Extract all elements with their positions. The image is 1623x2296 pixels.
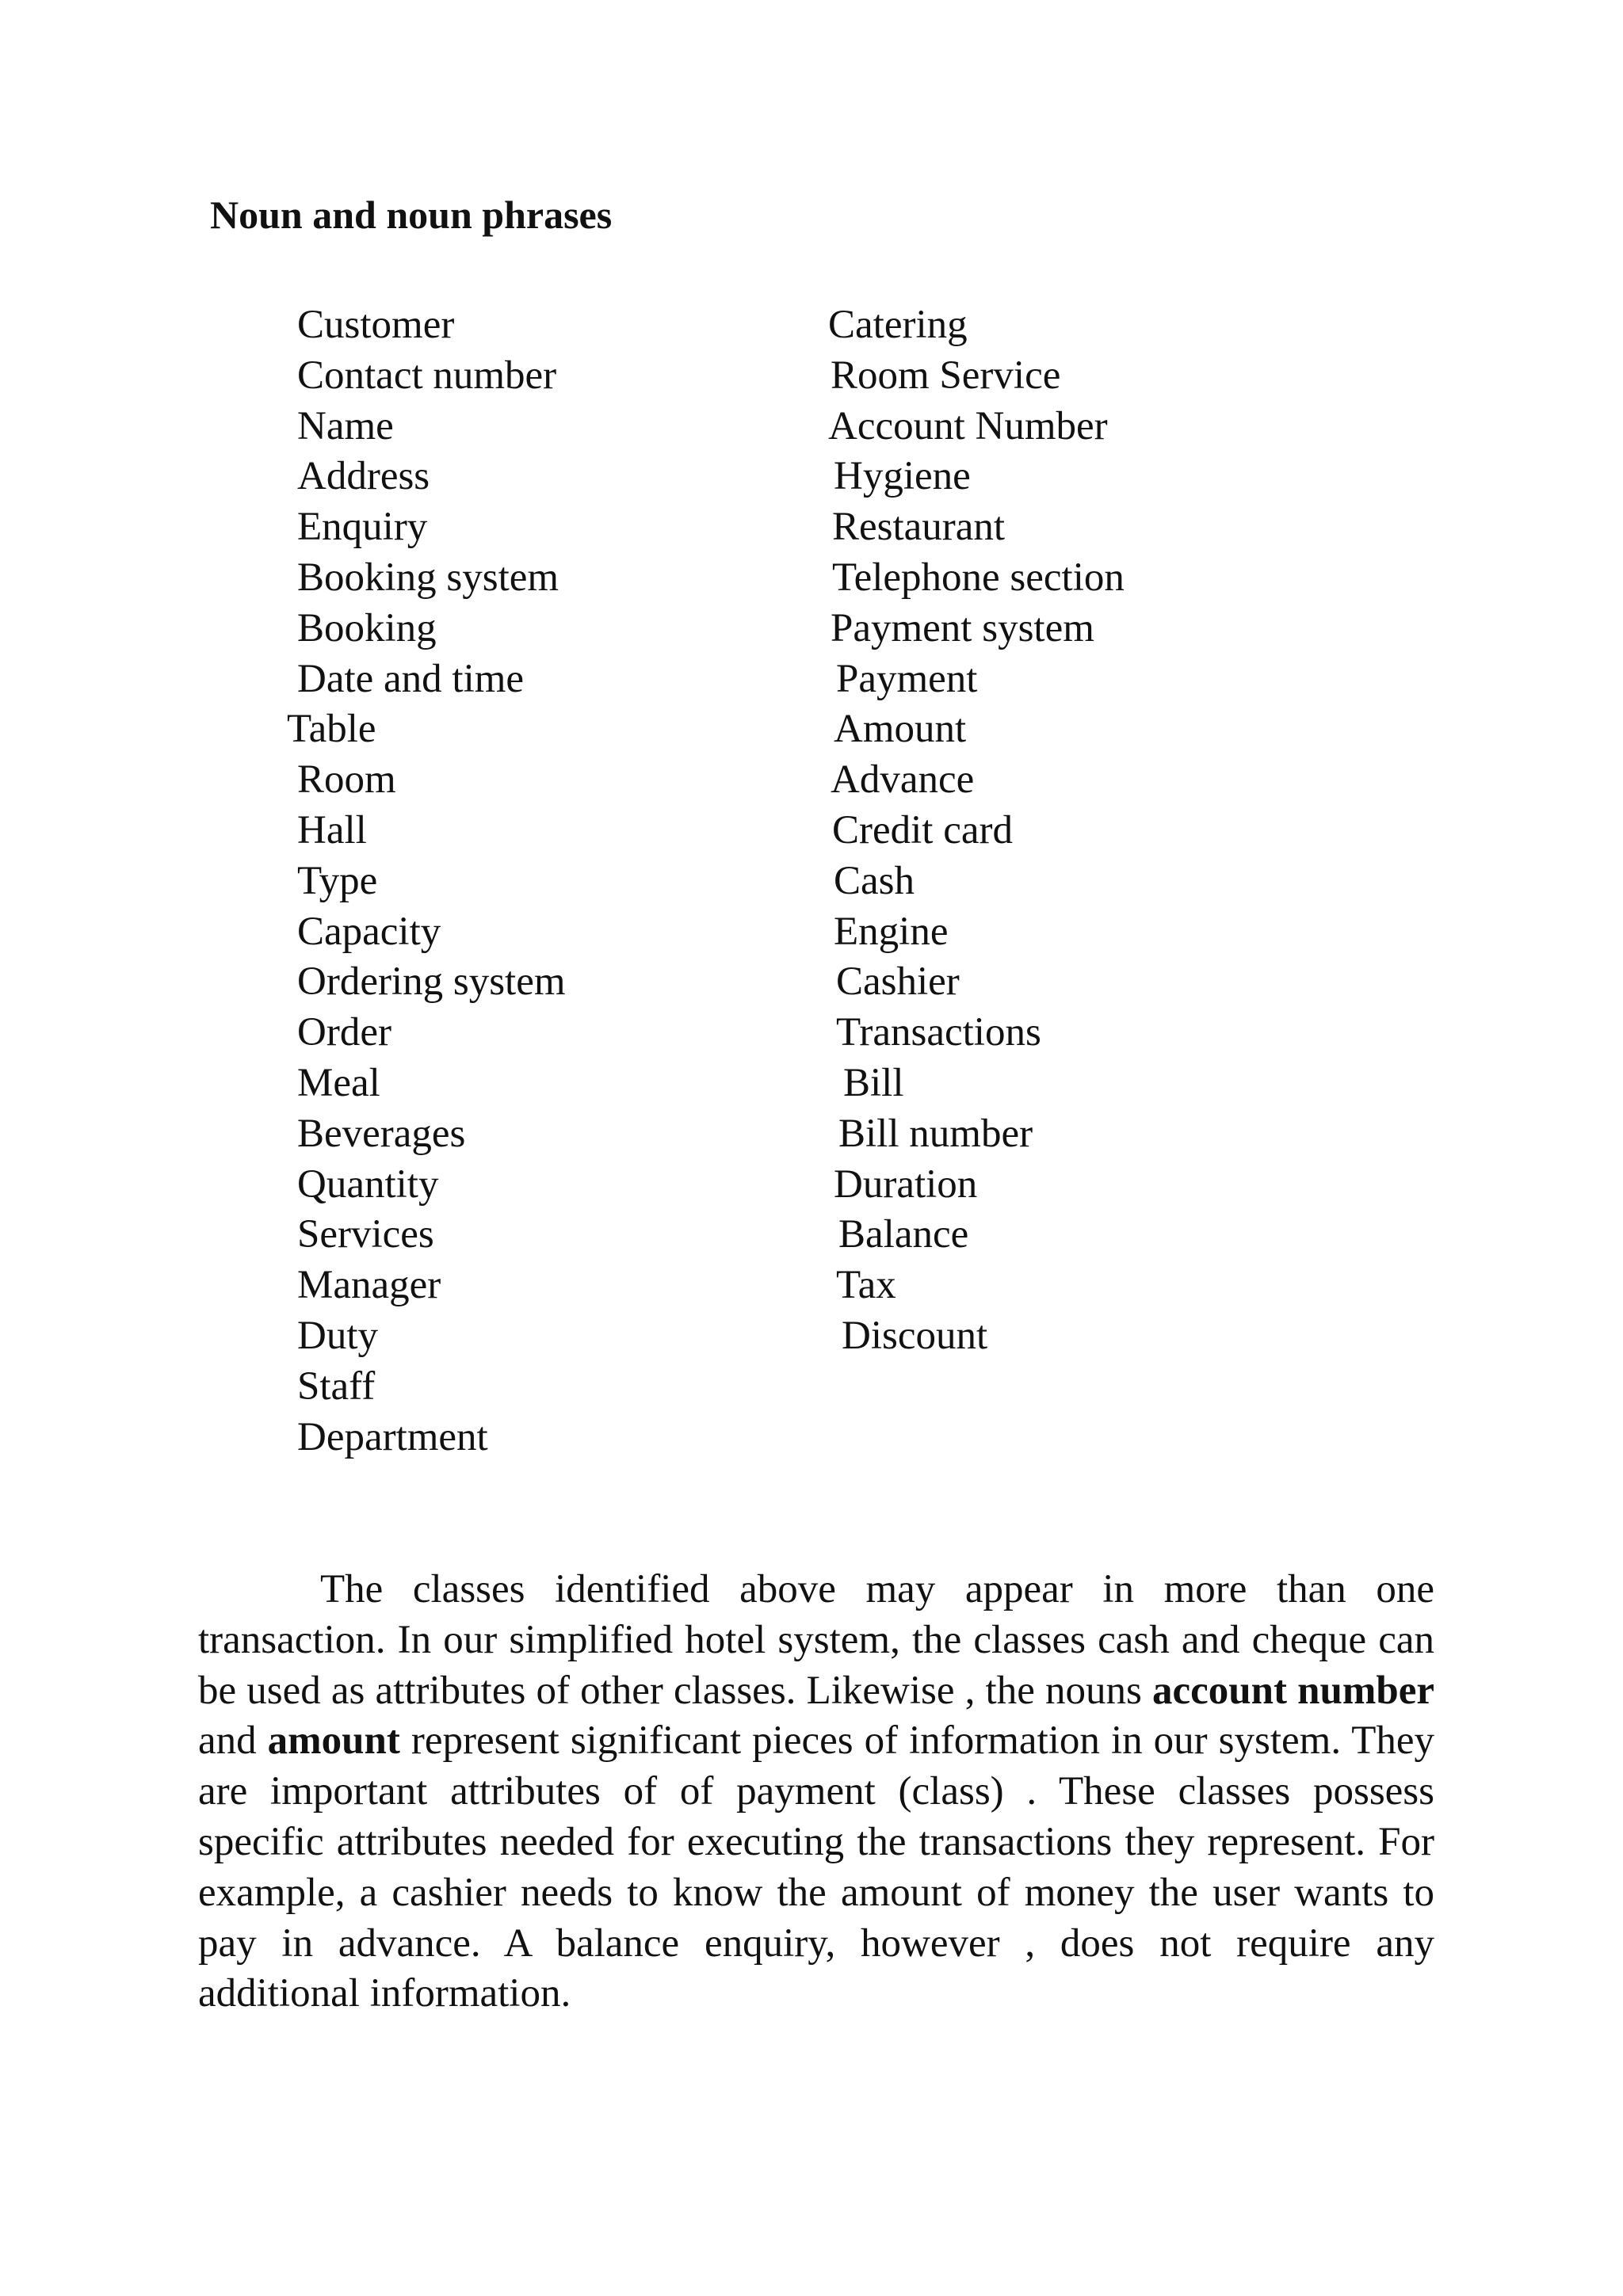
right-noun-item: Transactions: [836, 1010, 1041, 1055]
left-noun-item: Type: [297, 858, 378, 903]
left-noun-item: Order: [297, 1010, 391, 1055]
bold-account-number: account number: [1152, 1668, 1434, 1713]
right-noun-item: Tax: [836, 1263, 896, 1308]
left-noun-item: Contact number: [297, 353, 557, 398]
right-noun-item: Restaurant: [832, 505, 1006, 550]
left-noun-item: Address: [297, 454, 430, 499]
right-noun-item: Room Service: [831, 353, 1061, 398]
right-noun-item: Amount: [834, 707, 967, 752]
left-noun-item: Beverages: [297, 1111, 466, 1156]
left-noun-item: Staff: [297, 1363, 376, 1409]
right-noun-item: Payment system: [831, 605, 1094, 650]
left-noun-item: Booking: [297, 605, 437, 650]
left-noun-item: Table: [287, 707, 376, 752]
right-noun-item: Bill number: [838, 1111, 1033, 1156]
left-noun-item: Department: [297, 1414, 488, 1459]
right-noun-item: Payment: [836, 656, 978, 701]
left-noun-item: Room: [297, 757, 396, 803]
right-noun-item: Telephone section: [832, 555, 1125, 600]
right-noun-item: Discount: [842, 1314, 988, 1358]
right-noun-item: Duration: [834, 1161, 978, 1207]
right-noun-item: Cash: [834, 858, 915, 903]
right-noun-item: Engine: [834, 909, 949, 954]
left-noun-item: Booking system: [297, 555, 559, 600]
paragraph-text-1: The classes identified above may appear in more than one transaction. In our simplified hotel system, the classes cash and cheque can be used as attributes of other classes. Likewise , the nouns: [198, 1567, 1434, 1713]
left-noun-item: Name: [297, 403, 394, 448]
explanation-paragraph: [198, 1565, 1434, 2019]
page-heading: Noun and noun phrases: [210, 193, 613, 237]
right-noun-item: Advance: [831, 757, 975, 803]
right-noun-item: Catering: [828, 303, 968, 347]
left-noun-item: Duty: [297, 1314, 378, 1358]
right-noun-item: Cashier: [836, 959, 960, 1005]
right-noun-item: Bill: [843, 1061, 904, 1105]
left-noun-item: Manager: [297, 1263, 441, 1308]
paragraph-text-3: represent significant pieces of information in our system. They are important attributes of of payment (class) . These classes possess specific attributes needed for executing the transactions they represent. For example, a cashier needs to know the amount of money the user wants to pay in advance. A balance enquiry, however , does not require any additional information.: [198, 1718, 1434, 2016]
left-noun-item: Customer: [297, 303, 455, 347]
left-noun-item: Ordering system: [297, 959, 566, 1005]
left-noun-item: Hall: [297, 808, 367, 852]
left-noun-item: Meal: [297, 1061, 380, 1105]
right-noun-item: Balance: [838, 1212, 969, 1257]
paragraph-text-2: and: [198, 1718, 268, 1764]
left-noun-item: Enquiry: [297, 505, 428, 550]
left-noun-item: Services: [297, 1212, 434, 1257]
left-noun-item: Capacity: [297, 909, 441, 954]
left-noun-item: Date and time: [297, 656, 525, 701]
right-noun-item: Account Number: [828, 403, 1108, 448]
left-noun-item: Quantity: [297, 1161, 439, 1207]
bold-amount: amount: [267, 1718, 400, 1764]
right-noun-item: Credit card: [832, 808, 1013, 852]
right-noun-item: Hygiene: [834, 454, 971, 499]
